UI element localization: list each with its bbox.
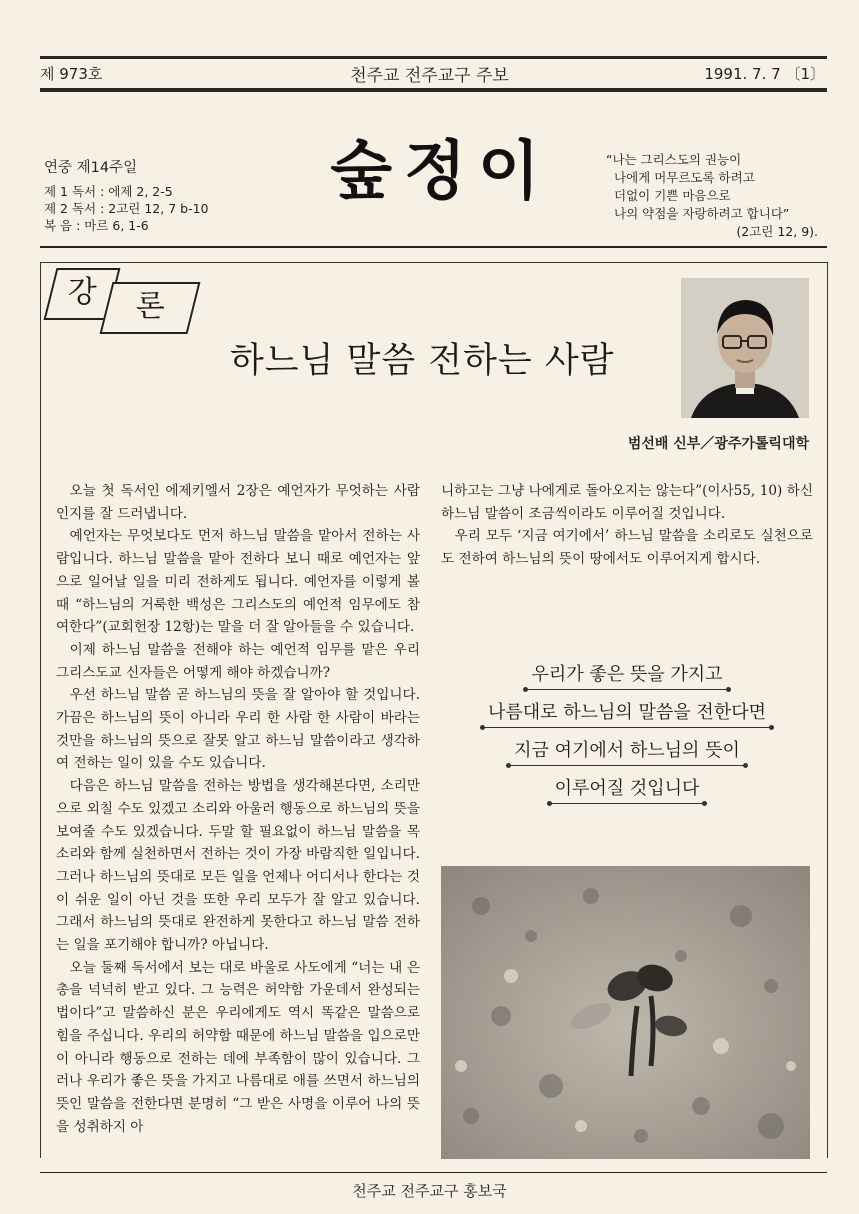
left-column [56,480,420,1138]
liturgical-info [44,160,209,234]
paragraph: 우리 모두 ‘지금 여기에서’ 하느님 말씀을 소리로도 실천으로도 전하여 하느님의 뜻이 땅에서도 이루어지게 합시다. [441,528,813,568]
masthead-quote [606,151,828,241]
pull-quote-line: 지금 여기에서 하느님의 뜻이 [508,736,746,766]
paragraph: 우선 하느님 말씀 곧 하느님의 뜻을 잘 알아야 할 것입니다. 가끔은 하느님의 뜻이 아니라 우리 한 사람 한 사람이 바라는 것만을 하느님의 뜻으로 잘못 알고 하느님 말씀이라고 생각하여 전하는 일이 있을 수도 있습니다. [56,687,420,772]
pull-quote-line: 우리가 좋은 뜻을 가지고 [525,660,728,690]
issue-date: 1991. 7. 7 〔1〕 [704,65,825,83]
liturgical-week: 연중 제14주일 [44,160,138,176]
paragraph: 예언자는 무엇보다도 먼저 하느님 말씀을 맡아서 전하는 사람입니다. 하느님 말씀을 맡아 전하다 보니 때로 예언자는 앞으로 일어날 일을 미리 전하게도 됩니다. 예언자를 이렇게 볼 때 “하느님의 거룩한 백성은 그리스도의 예언적 임무에도 참여한다”(교회헌장 12항)는 말을 더 잘 알아들을 수 있습니다. [56,528,420,636]
header-bottom-rule [40,88,827,92]
reading-1: 제 1 독서 : 에제 2, 2-5 [44,184,173,199]
quote-line-4: 나의 약점을 자랑하려고 합니다” [614,206,790,221]
gospel-reading: 복 음 : 마르 6, 1-6 [44,218,149,233]
footer-rule [40,1172,827,1173]
paragraph: 니하고는 그냥 나에게로 돌아오지는 않는다”(이사55, 10) 하신 하느님 말씀이 조금씩이라도 이루어질 것입니다. [441,483,813,522]
quote-source: (2고린 12, 9). [736,224,818,239]
quote-line-2: 나에게 머무르도록 하려고 [614,170,755,185]
priest-portrait-icon [681,278,809,418]
paragraph: 오늘 둘째 독서에서 보는 대로 바울로 사도에게 “너는 내 은총을 넉넉히 받고 있다. 그 능력은 허약함 가운데서 완성되는 법이다”고 말씀하신 분은 우리에게도 역시 똑같은 말씀으로 힘을 주십니다. 우리의 허약함 때문에 하느님 말씀을 입으로만이 아니라 행동으로 전하는 데에 부족함이 많이 있습니다. 그러나 우리가 좋은 뜻을 가지고 나름대로 애를 쓰면서 하느님의 뜻인 말씀을 전한다면 분명히 “그 받은 사명을 이루어 나의 뜻을 성취하지 아 [56,959,420,1135]
publication-name: 천주교 전주교구 주보 [350,66,509,86]
masthead-logo: 숲정이 [330,135,552,209]
publisher-name: 천주교 전주교구 홍보국 [352,1182,507,1200]
pull-quote-line: 이루어질 것입니다 [549,774,706,804]
section-badge-2 [100,282,201,334]
paragraph: 다음은 하느님 말씀을 전하는 방법을 생각해본다면, 소리만으로 외칠 수도 있겠고 소리와 아울러 행동으로 하느님의 뜻을 보여줄 수도 있겠습니다. 두말 할 필요없이 하느님 말씀을 목소리와 함께 실천하면서 전하는 것이 가장 바람직한 일입니다. 그러나 하느님의 뜻대로 모든 일을 언제나 어디서나 한다는 것이 쉬운 일이 아닌 것을 또한 우리 모두가 잘 알고 있습니다. 그래서 하느님의 뜻대로 완전하게 못한다고 하느님 말씀 전하는 일을 포기해야 합니까? 아닙니다. [56,778,420,954]
paragraph: 이제 하느님 말씀을 전해야 하는 예언적 임무를 맡은 우리 그리스도교 신자들은 어떻게 해야 하겠습니까? [56,641,420,681]
masthead-rule [40,246,827,248]
pull-quote-line: 나름대로 하느님의 말씀을 전한다면 [482,698,772,728]
quote-line-3: 더없이 기쁜 마음으로 [614,188,731,203]
section-badge-char-1: 강 [67,275,97,310]
quote-line-1: “나는 그리스도의 권능이 [606,152,742,167]
paragraph: 오늘 첫 독서인 에제키엘서 2장은 예언자가 무엇하는 사람인지를 잘 드러냅니다. [56,483,420,522]
reading-2: 제 2 독서 : 2고린 12, 7 b-10 [44,201,209,216]
section-badge-char-2: 론 [135,289,165,324]
article-byline: 범선배 신부／광주가톨릭대학 [627,436,809,452]
issue-number: 제 973호 [40,65,103,83]
header-top-rule [40,56,827,59]
seedling-photo-icon [441,866,810,1159]
right-column [441,480,813,571]
pull-quote [441,660,813,810]
article-headline: 하느님 말씀 전하는 사람 [230,341,615,381]
